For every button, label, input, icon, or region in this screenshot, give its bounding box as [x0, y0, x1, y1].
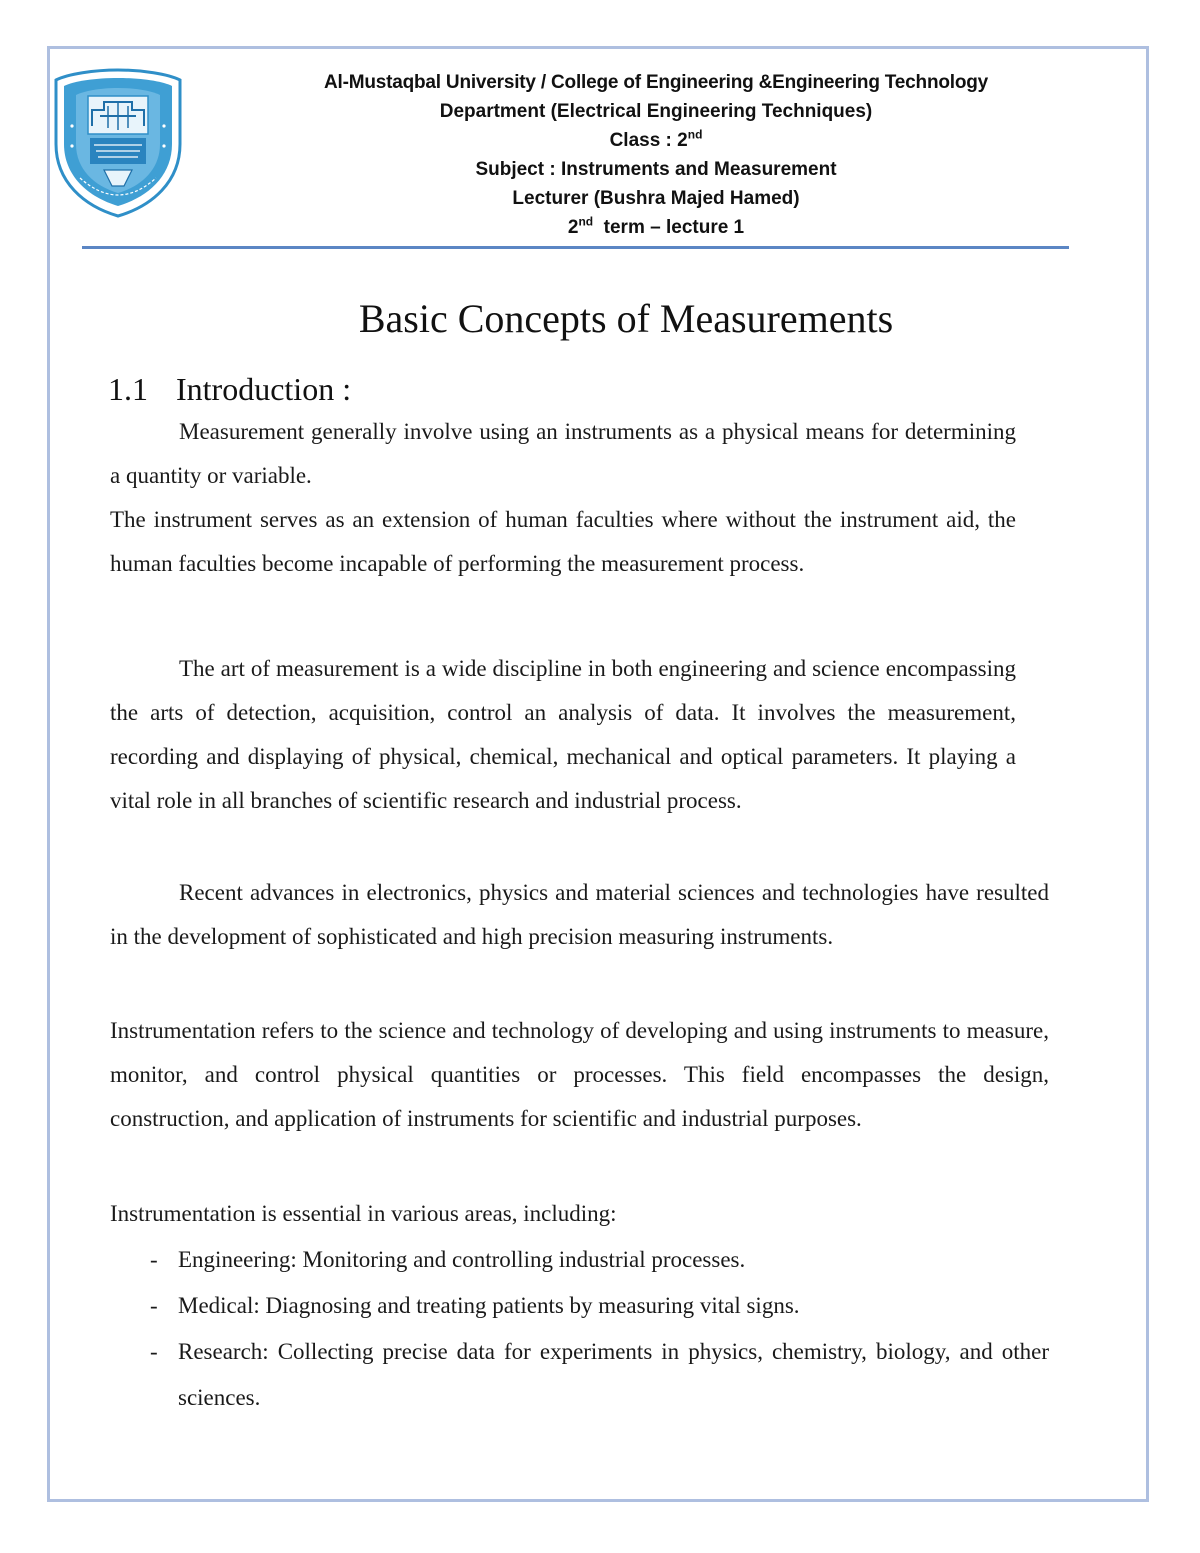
list-item [150, 1329, 1049, 1421]
university-logo-icon [52, 66, 184, 218]
header-class-sup: nd [687, 127, 703, 142]
paragraph-5: Instrumentation refers to the science and technology of developing and using instruments to measure, monitor, and control physical quantities or processes. This field encompasses the design, construction, and application of instruments for scientific and industrial purposes. [110, 1018, 1049, 1131]
section-number: 1.1 [108, 371, 148, 407]
header-term-num: 2 [567, 217, 579, 238]
paragraph-3: The art of measurement is a wide discipline in both engineering and science encompassing the arts of detection, acquisition, control an analysis of data. It involves the measurement, recording and displaying of physical, chemical, mechanical and optical parameters. It playing a vital role in all branches of scientific research and industrial process. [110, 656, 1016, 813]
paragraph-6: Instrumentation is essential in various areas, including: [110, 1201, 617, 1226]
paragraph-2: The instrument serves as an extension of human faculties where without the instrument aid, the human faculties become incapable of performing the measurement process. [110, 507, 1016, 576]
document-header [200, 68, 1112, 242]
areas-list [150, 1237, 1049, 1421]
list-item [150, 1237, 1049, 1283]
header-term-rest: term – lecture 1 [593, 217, 745, 238]
list-dash: - [150, 1293, 158, 1318]
header-term [200, 213, 1112, 242]
section-title: Introduction : [176, 371, 352, 407]
header-class-label: Class : 2 [609, 130, 688, 151]
list-item-text: Medical: Diagnosing and treating patients by measuring vital signs. [178, 1293, 800, 1318]
document-title: Basic Concepts of Measurements [358, 296, 894, 341]
header-university: Al-Mustaqbal University / College of Engineering &Engineering Technology [323, 72, 989, 93]
header-department: Department (Electrical Engineering Techniques) [439, 101, 873, 122]
header-class [200, 126, 1112, 155]
paragraph-1: Measurement generally involve using an instruments as a physical means for determining a quantity or variable. [110, 419, 1016, 488]
header-subject: Subject : Instruments and Measurement [475, 159, 837, 180]
header-divider [82, 246, 1069, 249]
list-item-text: Engineering: Monitoring and controlling industrial processes. [178, 1247, 746, 1272]
list-dash: - [150, 1339, 158, 1364]
list-item-text: Research: Collecting precise data for experiments in physics, chemistry, biology, and other sciences. [178, 1339, 1049, 1410]
paragraph-4: Recent advances in electronics, physics and material sciences and technologies have resulted in the development of sophisticated and high precision measuring instruments. [110, 880, 1049, 949]
list-item [150, 1283, 1049, 1329]
section-heading [108, 366, 351, 412]
list-dash: - [150, 1247, 158, 1272]
header-term-sup: nd [578, 214, 594, 229]
header-lecturer: Lecturer (Bushra Majed Hamed) [512, 188, 800, 209]
